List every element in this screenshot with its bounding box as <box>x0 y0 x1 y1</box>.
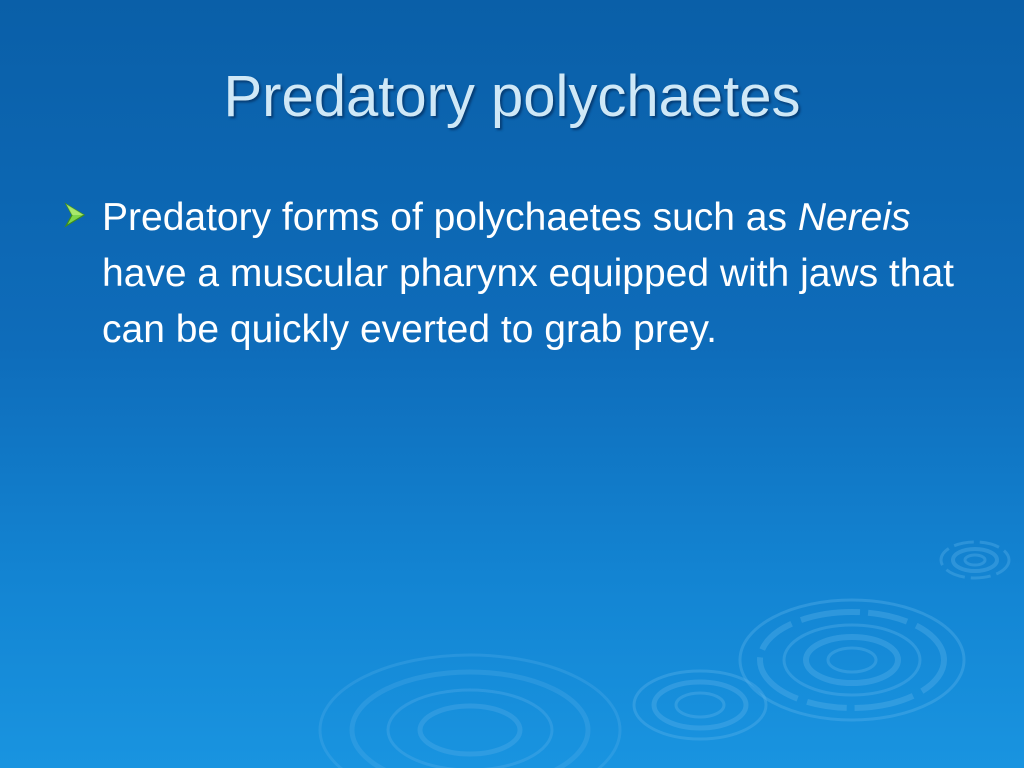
bullet-text-part2: have a muscular pharynx equipped with jaws that can be quickly everted to grab prey. <box>102 252 954 351</box>
bullet-item <box>62 190 962 358</box>
arrow-bullet-icon <box>62 200 90 230</box>
bullet-list <box>62 190 962 358</box>
bullet-text-italic: Nereis <box>797 196 911 239</box>
slide-title: Predatory polychaetes <box>223 64 801 129</box>
bullet-text-part1: Predatory forms of polychaetes such as <box>102 196 798 239</box>
